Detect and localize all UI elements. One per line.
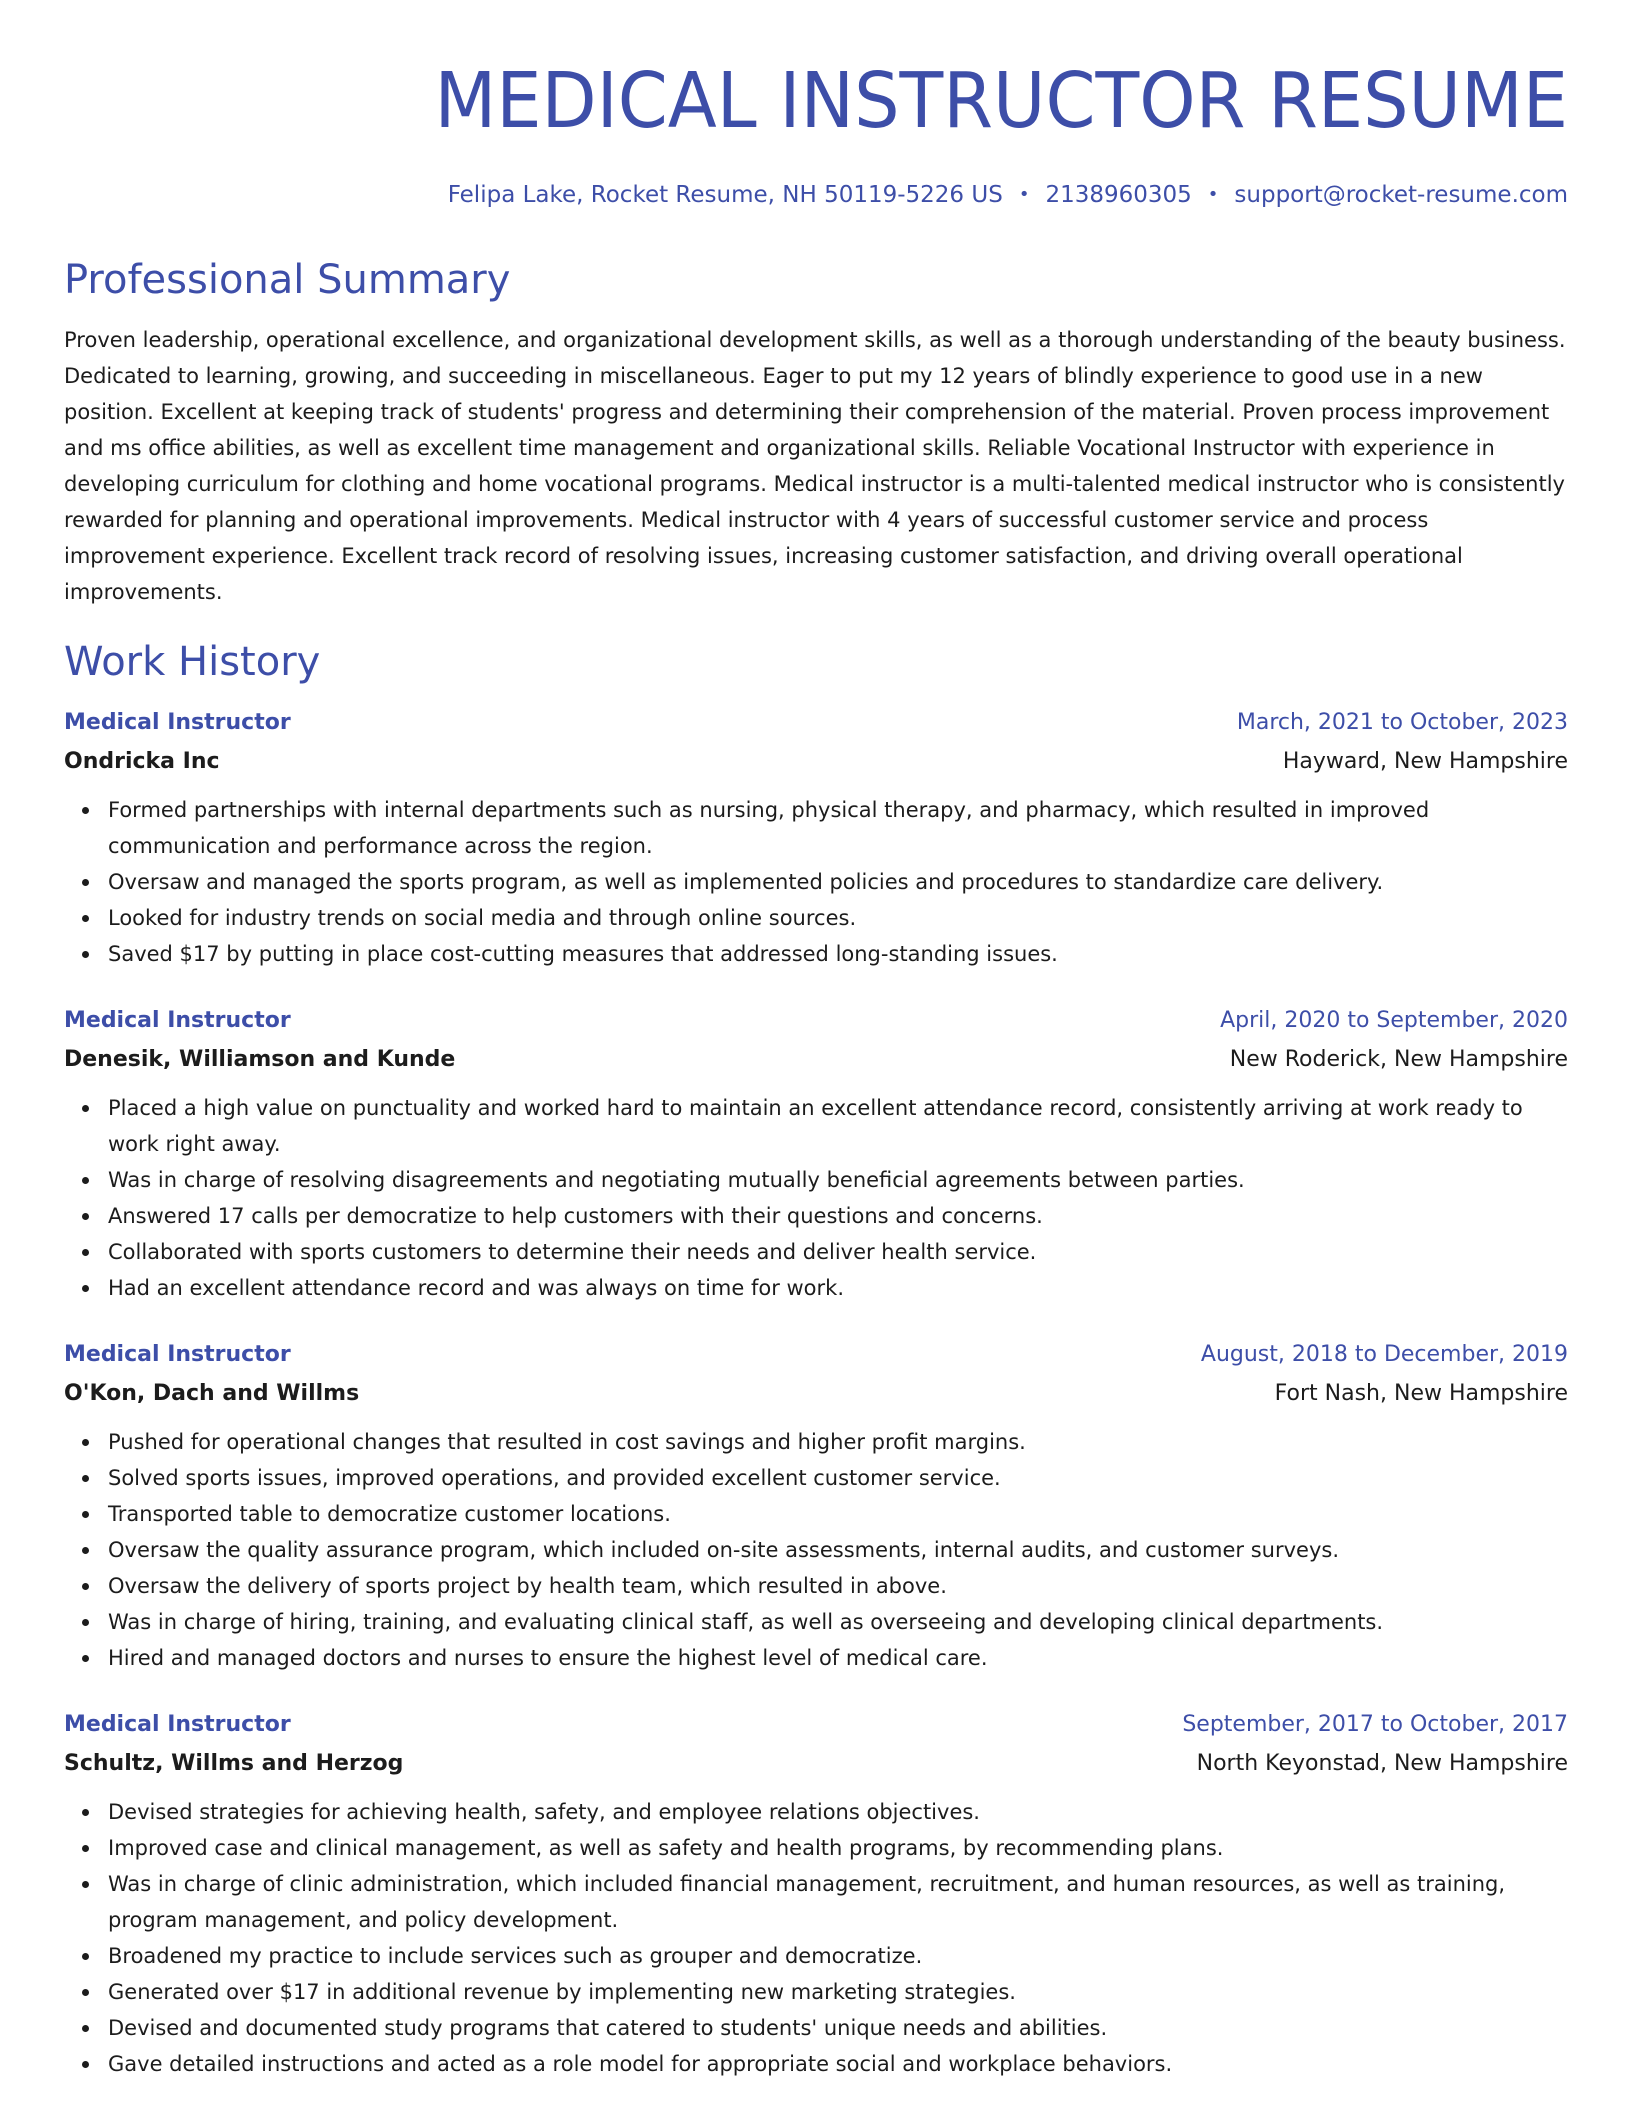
job-bullet: Devised strategies for achieving health, safety, and employee relations objectives.: [108, 1794, 1568, 1830]
job-bullet: Broadened my practice to include services such as grouper and democratize.: [108, 1938, 1568, 1974]
job-location: Hayward, New Hampshire: [1282, 749, 1568, 774]
job-entry: [64, 1002, 1568, 1306]
summary-heading: Professional Summary: [64, 257, 511, 303]
job-dates: April, 2020 to September, 2020: [1220, 1008, 1568, 1033]
job-title: Medical Instructor: [64, 710, 291, 735]
job-bullet: Answered 17 calls per democratize to help customers with their questions and concerns.: [108, 1198, 1568, 1234]
contact-separator: •: [1018, 184, 1030, 205]
job-bullets: [64, 792, 1568, 972]
summary-text: Proven leadership, operational excellence, and organizational development skills, as well as a thorough understanding of the beauty business. Dedicated to learning, growing, and succeeding in miscellaneous. Eager to put my 12 years of blindly experience to good use in a new position. Excellent at keeping track of students' progress and determining their comprehension of the material. Proven process improvement and ms office abilities, as well as excellent time management and organizational skills. Reliable Vocational Instructor with experience in developing curriculum for clothing and home vocational programs. Medical instructor is a multi-talented medical instructor who is consistently rewarded for planning and operational improvements. Medical instructor with 4 years of successful customer service and process improvement experience. Excellent track record of resolving issues, increasing customer satisfaction, and driving overall operational improvements.: [64, 328, 1566, 604]
resume-page: [64, 0, 1568, 2082]
job-bullet: Oversaw the delivery of sports project by health team, which resulted in above.: [108, 1568, 1568, 1604]
job-location: North Keyonstad, New Hampshire: [1196, 1751, 1568, 1776]
job-entry: [64, 1706, 1568, 2082]
job-bullet: Hired and managed doctors and nurses to ensure the highest level of medical care.: [108, 1640, 1568, 1676]
job-company: Schultz, Willms and Herzog: [64, 1751, 404, 1776]
job-bullet: Oversaw and managed the sports program, as well as implemented policies and procedures to standardize care delivery.: [108, 864, 1568, 900]
job-bullet: Gave detailed instructions and acted as a role model for appropriate social and workplace behaviors.: [108, 2046, 1568, 2082]
contact-phone: 2138960305: [1045, 182, 1192, 208]
contact-email-link[interactable]: support@rocket-resume.com: [1234, 182, 1568, 208]
work-history-heading: Work History: [64, 639, 321, 685]
job-bullet: Looked for industry trends on social media and through online sources.: [108, 900, 1568, 936]
job-bullets: [64, 1424, 1568, 1676]
job-list: [64, 704, 1568, 2082]
job-company: Ondricka Inc: [64, 749, 220, 774]
resume-title: MEDICAL INSTRUCTOR RESUME: [434, 57, 1568, 146]
job-bullet: Placed a high value on punctuality and worked hard to maintain an excellent attendance record, consistently arriving at work ready to work right away.: [108, 1090, 1568, 1162]
job-bullet: Devised and documented study programs that catered to students' unique needs and abilities.: [108, 2010, 1568, 2046]
job-dates: September, 2017 to October, 2017: [1182, 1712, 1568, 1737]
job-bullet: Had an excellent attendance record and was always on time for work.: [108, 1270, 1568, 1306]
job-title: Medical Instructor: [64, 1342, 291, 1367]
job-dates: March, 2021 to October, 2023: [1236, 710, 1568, 735]
job-title: Medical Instructor: [64, 1712, 291, 1737]
job-bullet: Formed partnerships with internal departments such as nursing, physical therapy, and pharmacy, which resulted in improved communication and performance across the region.: [108, 792, 1568, 864]
job-bullet: Saved $17 by putting in place cost-cutting measures that addressed long-standing issues.: [108, 936, 1568, 972]
job-title: Medical Instructor: [64, 1008, 291, 1033]
job-company: Denesik, Williamson and Kunde: [64, 1047, 456, 1072]
job-bullet: Generated over $17 in additional revenue by implementing new marketing strategies.: [108, 1974, 1568, 2010]
job-bullets: [64, 1090, 1568, 1306]
job-bullet: Solved sports issues, improved operations, and provided excellent customer service.: [108, 1460, 1568, 1496]
job-bullet: Was in charge of resolving disagreements and negotiating mutually beneficial agreements between parties.: [108, 1162, 1568, 1198]
job-bullets: [64, 1794, 1568, 2082]
contact-line: [64, 178, 1568, 212]
job-bullet: Transported table to democratize customer locations.: [108, 1496, 1568, 1532]
contact-address: Felipa Lake, Rocket Resume, NH 50119-5226 US: [447, 182, 1003, 208]
job-bullet: Collaborated with sports customers to determine their needs and deliver health service.: [108, 1234, 1568, 1270]
job-company: O'Kon, Dach and Willms: [64, 1381, 360, 1406]
job-bullet: Pushed for operational changes that resulted in cost savings and higher profit margins.: [108, 1424, 1568, 1460]
job-bullet: Was in charge of clinic administration, which included financial management, recruitment, and human resources, as well as training, program management, and policy development.: [108, 1866, 1568, 1938]
job-dates: August, 2018 to December, 2019: [1200, 1342, 1568, 1367]
job-entry: [64, 704, 1568, 972]
job-location: New Roderick, New Hampshire: [1229, 1047, 1568, 1072]
contact-separator: •: [1207, 184, 1219, 205]
job-entry: [64, 1336, 1568, 1676]
job-location: Fort Nash, New Hampshire: [1274, 1381, 1568, 1406]
job-bullet: Oversaw the quality assurance program, which included on-site assessments, internal audits, and customer surveys.: [108, 1532, 1568, 1568]
job-bullet: Was in charge of hiring, training, and evaluating clinical staff, as well as overseeing and developing clinical departments.: [108, 1604, 1568, 1640]
job-bullet: Improved case and clinical management, as well as safety and health programs, by recommending plans.: [108, 1830, 1568, 1866]
